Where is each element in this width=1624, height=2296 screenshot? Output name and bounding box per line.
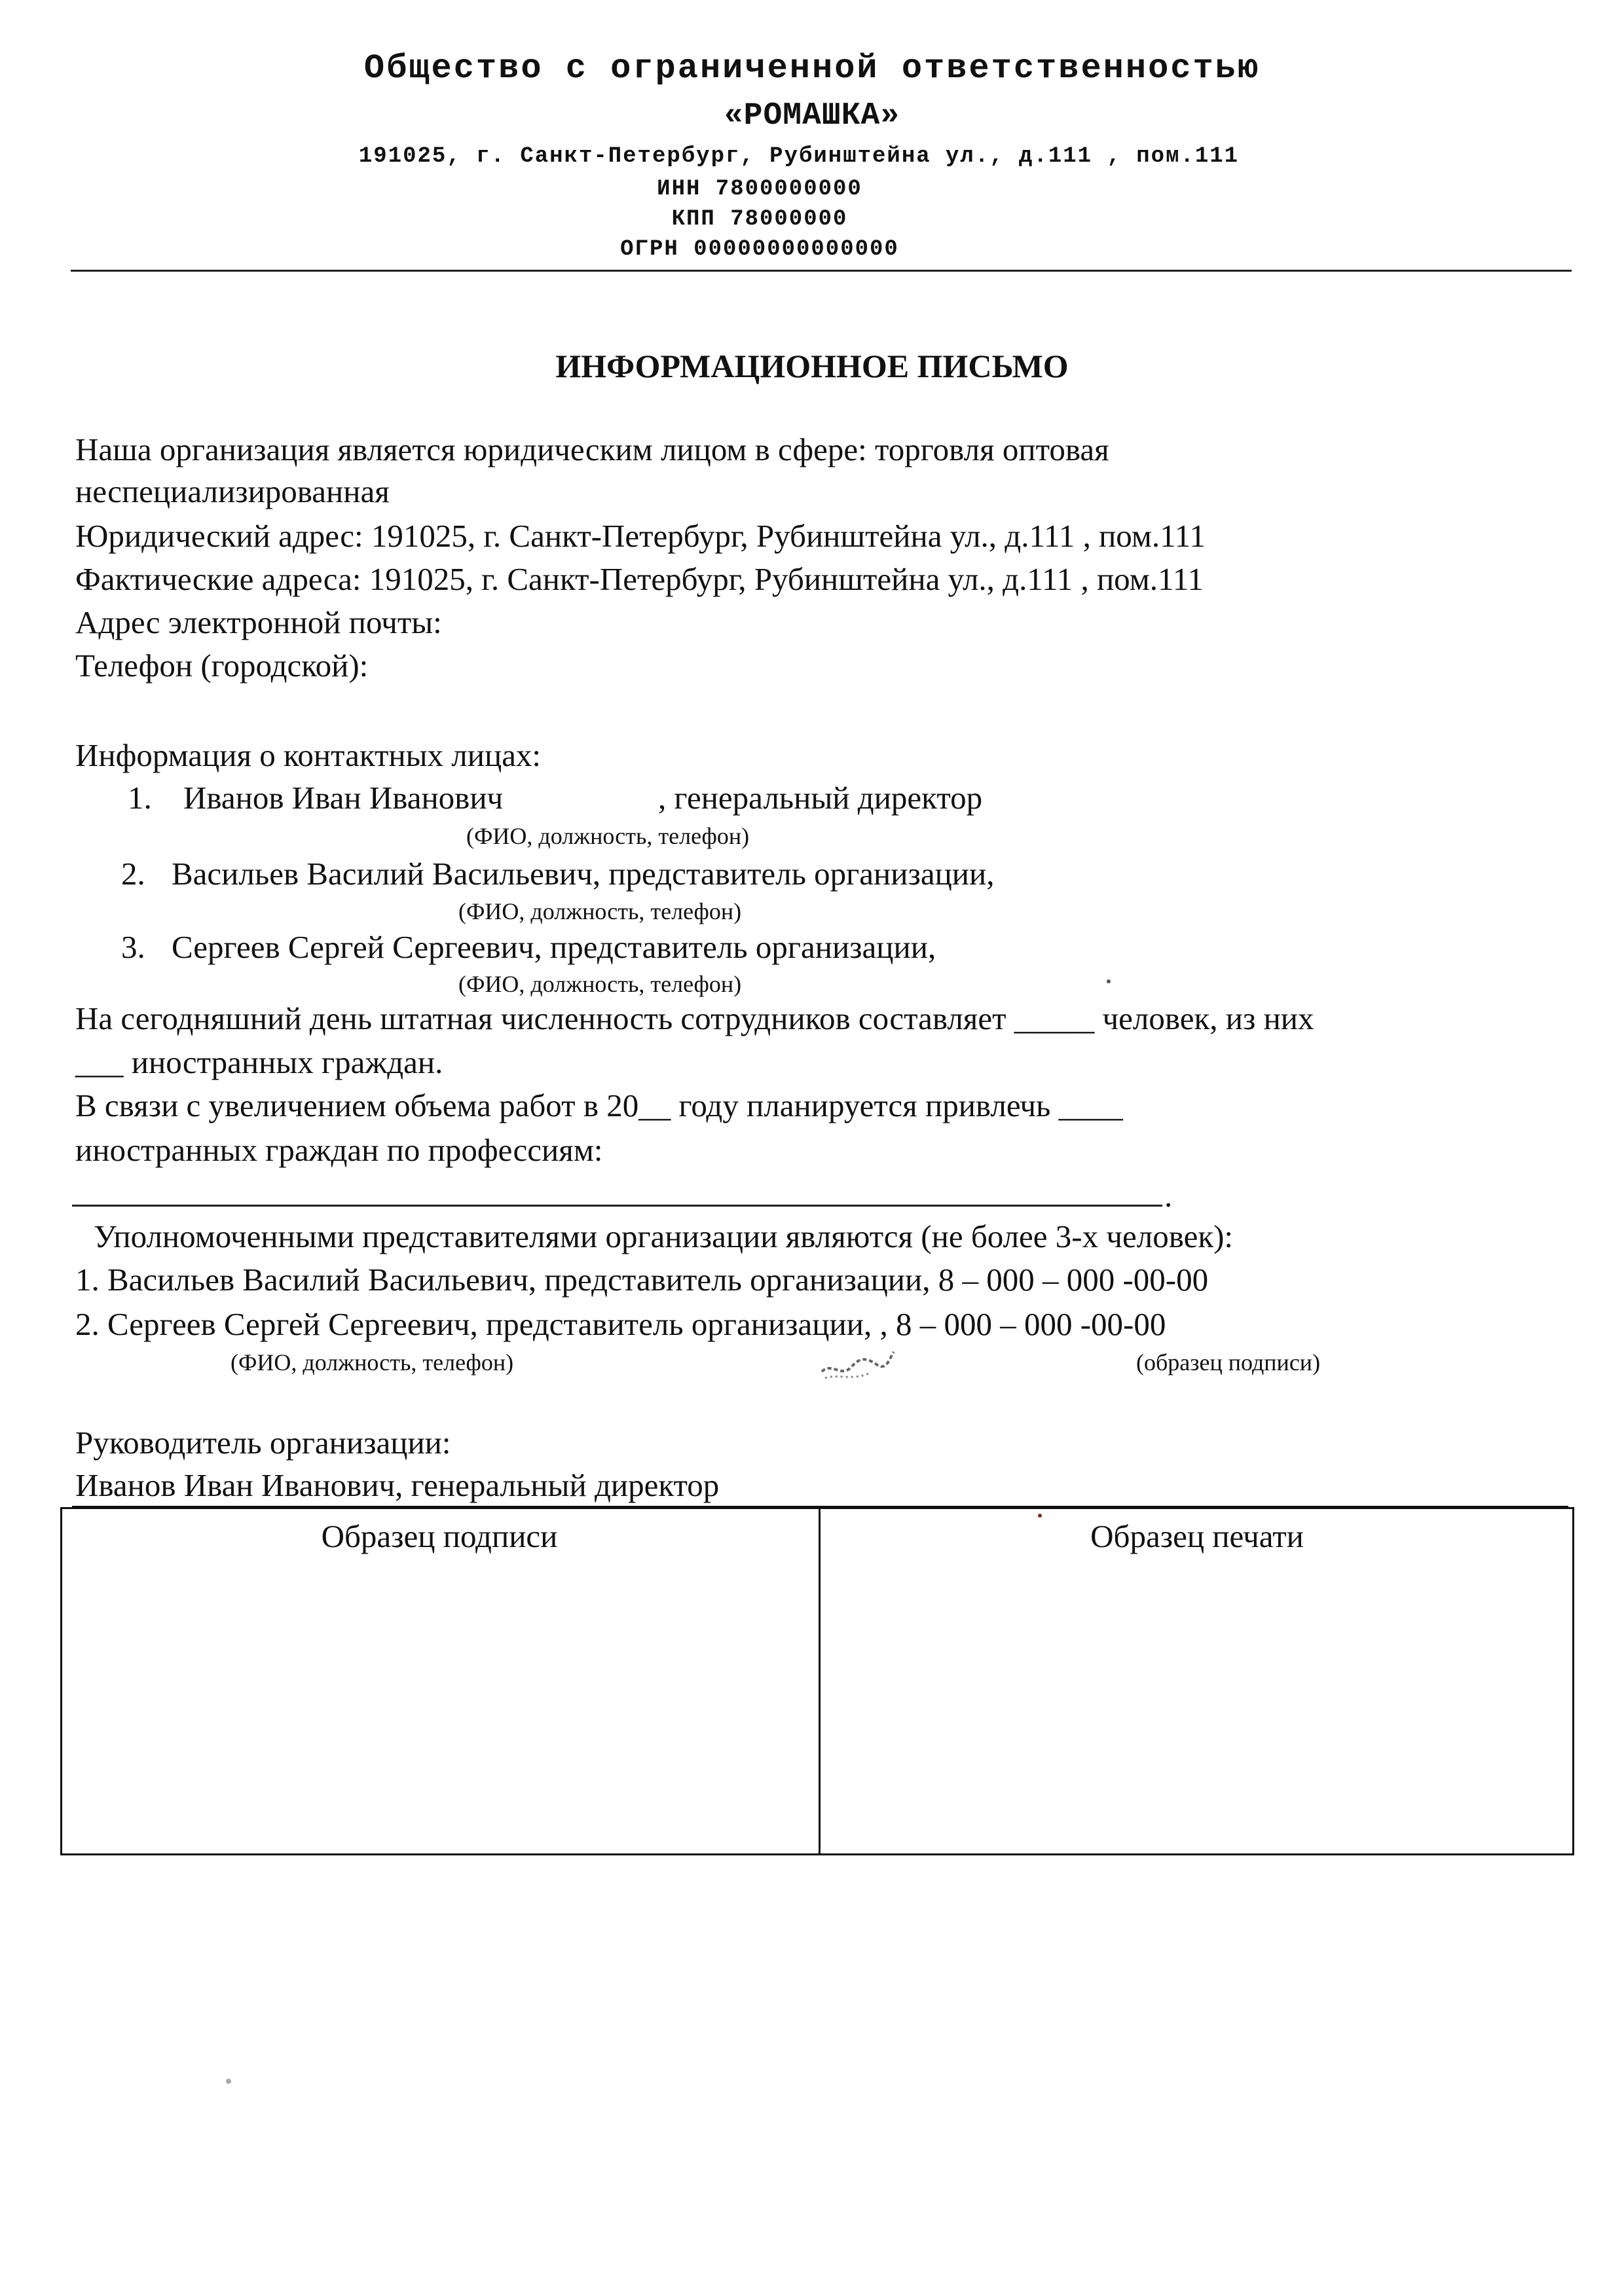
- scan-speck: [1038, 1514, 1042, 1518]
- header-divider: [71, 270, 1572, 272]
- phone-label: Телефон (городской):: [75, 647, 369, 683]
- legal-address: Юридический адрес: 191025, г. Санкт-Петербург, Рубинштейна ул., д.111 , пом.111: [75, 518, 1206, 554]
- stamp-sample-header: Образец печати: [1090, 1518, 1304, 1554]
- org-type: Общество с ограниченной ответственностью: [363, 49, 1261, 88]
- plan-line-1: В связи с увеличением объема работ в 20__ году планируется привлечь ____: [75, 1087, 1123, 1123]
- professions-blank-line: [72, 1205, 1162, 1207]
- reps-caption-signature: (образец подписи): [1136, 1349, 1321, 1376]
- head-name: Иванов Иван Иванович, генеральный директор: [75, 1467, 720, 1503]
- signature-scribble: [819, 1342, 897, 1388]
- org-address: 191025, г. Санкт-Петербург, Рубинштейна ул., д.111 , пом.111: [358, 144, 1240, 169]
- contact-3-caption: (ФИО, должность, телефон): [458, 971, 742, 997]
- samples-table: [60, 1507, 1574, 1855]
- scan-speck: [226, 2079, 231, 2084]
- contact-3-name: Сергеев Сергей Сергеевич, представитель организации,: [172, 929, 936, 965]
- contact-2-caption: (ФИО, должность, телефон): [458, 898, 742, 924]
- contacts-heading: Информация о контактных лицах:: [75, 737, 542, 773]
- contact-1-name: Иванов Иван Иванович: [183, 780, 504, 816]
- org-inn: ИНН 7800000000: [657, 177, 862, 202]
- contact-2-number: 2.: [121, 856, 145, 892]
- contact-2-name: Васильев Василий Васильевич, представитель организации,: [172, 856, 995, 892]
- org-ogrn: ОГРН 00000000000000: [620, 237, 899, 262]
- activity-line-2: неспециализированная: [75, 473, 390, 509]
- signature-sample-header: Образец подписи: [321, 1518, 558, 1554]
- contact-3-number: 3.: [121, 929, 145, 965]
- reps-heading: Уполномоченными представителями организации являются (не более 3-х человек):: [94, 1218, 1234, 1254]
- email-label: Адрес электронной почты:: [75, 604, 442, 640]
- contact-1-number: 1.: [128, 780, 152, 816]
- scan-speck: [1107, 979, 1111, 983]
- rep-1: 1. Васильев Василий Васильевич, представитель организации, 8 – 000 – 000 -00-00: [75, 1262, 1209, 1298]
- staff-line-1: На сегодняшний день штатная численность сотрудников составляет _____ человек, из них: [75, 1000, 1314, 1036]
- plan-line-2: иностранных граждан по профессиям:: [75, 1132, 603, 1168]
- rep-2: 2. Сергеев Сергей Сергеевич, представитель организации, , 8 – 000 – 000 -00-00: [75, 1306, 1166, 1342]
- contact-1-role: , генеральный директор: [658, 780, 983, 816]
- contact-1-caption: (ФИО, должность, телефон): [466, 823, 750, 849]
- reps-caption-fio: (ФИО, должность, телефон): [231, 1349, 514, 1376]
- head-label: Руководитель организации:: [75, 1425, 451, 1461]
- document-title: ИНФОРМАЦИОННОЕ ПИСЬМО: [555, 348, 1069, 384]
- org-kpp: КПП 78000000: [671, 207, 848, 232]
- activity-line-1: Наша организация является юридическим лицом в сфере: торговля оптовая: [75, 431, 1109, 467]
- samples-table-divider: [819, 1507, 821, 1855]
- actual-address: Фактические адреса: 191025, г. Санкт-Петербург, Рубинштейна ул., д.111 , пом.111: [75, 561, 1204, 597]
- org-name: «РОМАШКА»: [724, 98, 900, 134]
- plan-line-end: .: [1164, 1178, 1173, 1214]
- staff-line-2: ___ иностранных граждан.: [75, 1044, 443, 1080]
